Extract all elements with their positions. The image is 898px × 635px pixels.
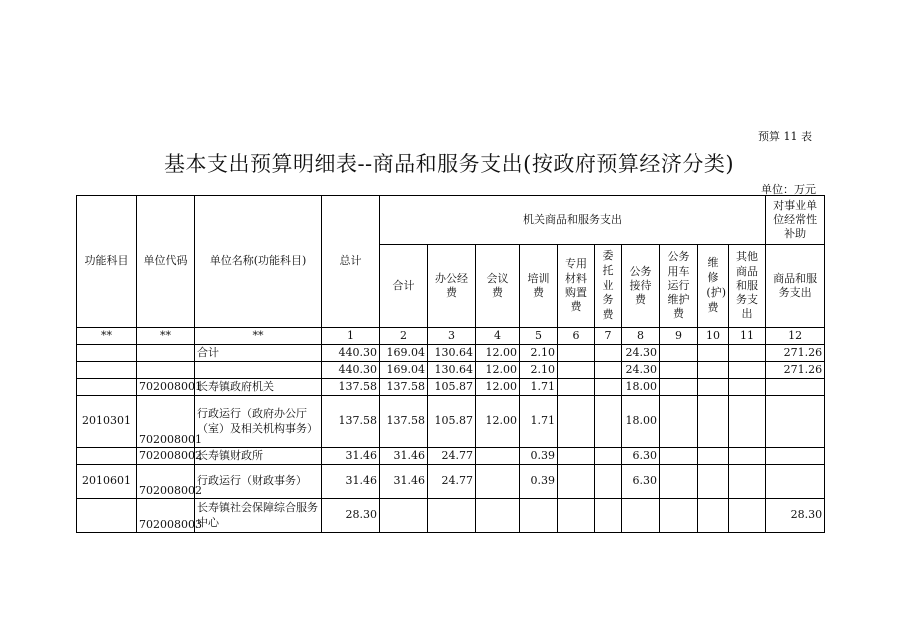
index-cell: 7 xyxy=(595,328,622,345)
cell-total: 137.58 xyxy=(322,396,380,448)
cell-name: 长寿镇社会保障综合服务中心 xyxy=(195,499,322,533)
cell-sub-goods xyxy=(766,448,825,465)
cell-vehicle xyxy=(660,396,698,448)
cell-equipment xyxy=(558,448,595,465)
index-cell: 1 xyxy=(322,328,380,345)
cell-name: 长寿镇财政所 xyxy=(195,448,322,465)
col-meeting xyxy=(476,245,520,328)
cell-sub-goods: 271.26 xyxy=(766,345,825,362)
col-equipment-label: 专用材料购置费 xyxy=(565,257,587,314)
cell-meeting: 12.00 xyxy=(476,396,520,448)
cell-training: 0.39 xyxy=(520,465,558,499)
cell-meeting xyxy=(476,499,520,533)
cell-repair xyxy=(698,499,729,533)
cell-office: 105.87 xyxy=(428,379,476,396)
index-cell: 9 xyxy=(660,328,698,345)
cell-reception: 24.30 xyxy=(622,345,660,362)
col-office xyxy=(428,245,476,328)
cell-total: 31.46 xyxy=(322,465,380,499)
cell-func: 2010301 xyxy=(77,396,137,448)
col-entrusted xyxy=(595,245,622,328)
cell-func xyxy=(77,379,137,396)
cell-repair xyxy=(698,345,729,362)
index-cell: 3 xyxy=(428,328,476,345)
table-row xyxy=(77,448,825,465)
cell-repair xyxy=(698,362,729,379)
cell-func xyxy=(77,499,137,533)
cell-training: 0.39 xyxy=(520,448,558,465)
cell-reception: 24.30 xyxy=(622,362,660,379)
cell-name: 合计 xyxy=(195,345,322,362)
cell-office: 24.77 xyxy=(428,465,476,499)
index-cell: 10 xyxy=(698,328,729,345)
group-subsidy xyxy=(766,196,825,245)
cell-heji: 137.58 xyxy=(380,379,428,396)
cell-name: 长寿镇政府机关 xyxy=(195,379,322,396)
col-sub-goods xyxy=(766,245,825,328)
cell-entrusted xyxy=(595,448,622,465)
cell-reception: 6.30 xyxy=(622,465,660,499)
col-repair xyxy=(698,245,729,328)
cell-other xyxy=(729,345,766,362)
cell-office: 24.77 xyxy=(428,448,476,465)
cell-meeting: 12.00 xyxy=(476,379,520,396)
col-sub-goods-label: 商品和服务支出 xyxy=(773,271,818,299)
cell-office xyxy=(428,499,476,533)
col-heji: 合计 xyxy=(380,245,428,328)
cell-meeting: 12.00 xyxy=(476,345,520,362)
table-row xyxy=(77,396,825,448)
cell-equipment xyxy=(558,465,595,499)
cell-entrusted xyxy=(595,465,622,499)
cell-training: 2.10 xyxy=(520,362,558,379)
cell-entrusted xyxy=(595,345,622,362)
col-repair-label: 维修(护)费 xyxy=(706,256,726,314)
cell-vehicle xyxy=(660,448,698,465)
cell-repair xyxy=(698,396,729,448)
cell-total: 440.30 xyxy=(322,345,380,362)
col-training-label: 培训费 xyxy=(527,271,550,299)
cell-repair xyxy=(698,379,729,396)
cell-func xyxy=(77,448,137,465)
cell-entrusted xyxy=(595,379,622,396)
cell-equipment xyxy=(558,499,595,533)
cell-meeting xyxy=(476,465,520,499)
cell-sub-goods xyxy=(766,379,825,396)
cell-reception: 18.00 xyxy=(622,379,660,396)
cell-name: 行政运行（政府办公厅（室）及相关机构事务） xyxy=(195,396,322,448)
cell-equipment xyxy=(558,396,595,448)
cell-reception: 18.00 xyxy=(622,396,660,448)
col-entrusted-label: 委托业务费 xyxy=(602,248,614,322)
cell-equipment xyxy=(558,345,595,362)
cell-meeting xyxy=(476,448,520,465)
cell-training: 1.71 xyxy=(520,379,558,396)
cell-vehicle xyxy=(660,345,698,362)
cell-code: 702008002 xyxy=(137,448,195,465)
cell-vehicle xyxy=(660,379,698,396)
cell-sub-goods xyxy=(766,396,825,448)
cell-func xyxy=(77,345,137,362)
cell-vehicle xyxy=(660,465,698,499)
cell-entrusted xyxy=(595,396,622,448)
table-row xyxy=(77,379,825,396)
cell-sub-goods xyxy=(766,465,825,499)
cell-heji: 137.58 xyxy=(380,396,428,448)
cell-func: 2010601 xyxy=(77,465,137,499)
cell-training xyxy=(520,499,558,533)
cell-reception xyxy=(622,499,660,533)
cell-code xyxy=(137,362,195,379)
table-code: 预算 11 表 xyxy=(758,130,812,143)
cell-heji: 31.46 xyxy=(380,465,428,499)
cell-heji: 31.46 xyxy=(380,448,428,465)
cell-total: 137.58 xyxy=(322,379,380,396)
cell-code: 702008002 xyxy=(137,465,195,499)
cell-heji: 169.04 xyxy=(380,362,428,379)
col-vehicle-label: 公务用车运行维护费 xyxy=(667,250,690,321)
col-equipment xyxy=(558,245,595,328)
index-cell: 6 xyxy=(558,328,595,345)
col-meeting-label: 会议费 xyxy=(486,271,509,299)
cell-other xyxy=(729,379,766,396)
cell-office: 130.64 xyxy=(428,362,476,379)
cell-code: 702008003 xyxy=(137,499,195,533)
index-cell: ** xyxy=(195,328,322,345)
cell-vehicle xyxy=(660,499,698,533)
cell-code: 702008001 xyxy=(137,379,195,396)
cell-entrusted xyxy=(595,362,622,379)
cell-code: 702008001 xyxy=(137,396,195,448)
index-cell: ** xyxy=(77,328,137,345)
cell-repair xyxy=(698,448,729,465)
unit-label: 单位：万元 xyxy=(761,183,816,196)
table-row xyxy=(77,362,825,379)
cell-other xyxy=(729,362,766,379)
index-cell: 8 xyxy=(622,328,660,345)
index-cell: 2 xyxy=(380,328,428,345)
col-unit-code: 单位代码 xyxy=(137,196,195,328)
cell-heji xyxy=(380,499,428,533)
cell-heji: 169.04 xyxy=(380,345,428,362)
index-cell: 4 xyxy=(476,328,520,345)
cell-name xyxy=(195,362,322,379)
table-row xyxy=(77,345,825,362)
col-unit-name: 单位名称(功能科目) xyxy=(195,196,322,328)
cell-other xyxy=(729,396,766,448)
cell-func xyxy=(77,362,137,379)
col-reception-label: 公务接待费 xyxy=(629,264,652,307)
cell-repair xyxy=(698,465,729,499)
cell-total: 440.30 xyxy=(322,362,380,379)
index-cell: 11 xyxy=(729,328,766,345)
page-title: 基本支出预算明细表--商品和服务支出(按政府预算经济分类) xyxy=(163,152,735,176)
cell-training: 2.10 xyxy=(520,345,558,362)
cell-reception: 6.30 xyxy=(622,448,660,465)
col-other-label: 其他商品和服务支出 xyxy=(736,250,759,321)
cell-office: 130.64 xyxy=(428,345,476,362)
cell-vehicle xyxy=(660,362,698,379)
col-other xyxy=(729,245,766,328)
cell-total: 28.30 xyxy=(322,499,380,533)
group-subsidy-label: 对事业单位经常性补助 xyxy=(773,198,818,241)
cell-equipment xyxy=(558,379,595,396)
cell-code xyxy=(137,345,195,362)
col-training xyxy=(520,245,558,328)
cell-other xyxy=(729,465,766,499)
cell-meeting: 12.00 xyxy=(476,362,520,379)
col-office-label: 办公经费 xyxy=(435,271,468,299)
cell-sub-goods: 271.26 xyxy=(766,362,825,379)
index-cell: 5 xyxy=(520,328,558,345)
cell-total: 31.46 xyxy=(322,448,380,465)
index-cell: 12 xyxy=(766,328,825,345)
col-reception xyxy=(622,245,660,328)
index-cell: ** xyxy=(137,328,195,345)
budget-table xyxy=(76,195,825,533)
table-row xyxy=(77,499,825,533)
cell-office: 105.87 xyxy=(428,396,476,448)
group-agency-goods-services: 机关商品和服务支出 xyxy=(380,196,766,245)
col-total: 总计 xyxy=(322,196,380,328)
col-func-subject: 功能科目 xyxy=(77,196,137,328)
cell-other xyxy=(729,499,766,533)
cell-name: 行政运行（财政事务） xyxy=(195,465,322,499)
cell-other xyxy=(729,448,766,465)
col-vehicle xyxy=(660,245,698,328)
cell-sub-goods: 28.30 xyxy=(766,499,825,533)
cell-training: 1.71 xyxy=(520,396,558,448)
cell-equipment xyxy=(558,362,595,379)
cell-entrusted xyxy=(595,499,622,533)
index-row xyxy=(77,328,825,345)
table-row xyxy=(77,465,825,499)
